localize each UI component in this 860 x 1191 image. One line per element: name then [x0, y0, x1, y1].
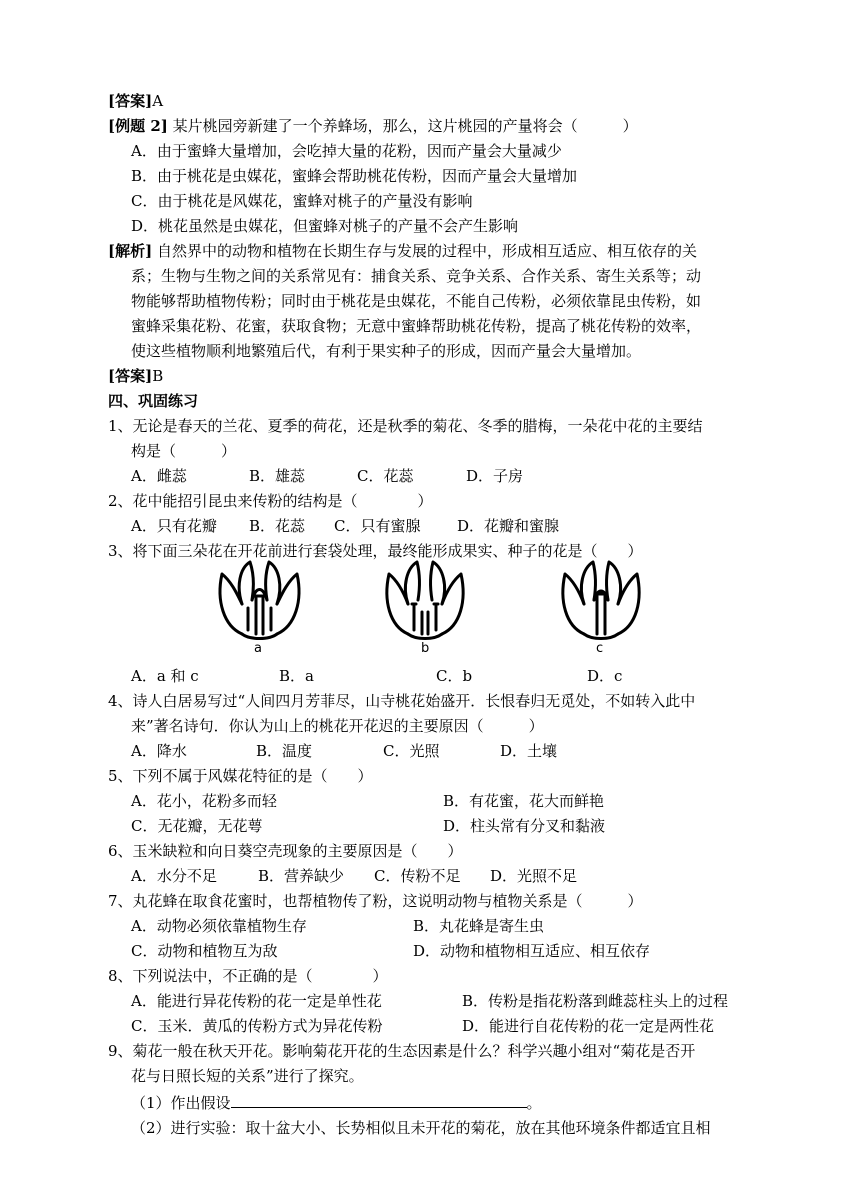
question-6-option-c: C．传粉不足 — [374, 867, 461, 885]
question-8-stem: 8、下列说法中，不正确的是（ ） — [108, 967, 388, 985]
question-8-option-b: B．传粉是指花粉落到雌蕊柱头上的过程 — [462, 992, 729, 1010]
question-8-option-c: C．玉米．黄瓜的传粉方式为异花传粉 — [131, 1017, 383, 1035]
example-2-stem — [108, 117, 638, 135]
question-3-option-a: A．a 和 c — [131, 667, 199, 685]
question-1-option-c: C．花蕊 — [357, 467, 414, 485]
flower-label-c: c — [596, 641, 604, 656]
flower-c-drawing — [556, 556, 646, 646]
answer-line-1 — [108, 92, 163, 110]
question-5-option-a: A．花小，花粉多而轻 — [131, 792, 277, 810]
hypothesis-period: 。 — [526, 1094, 542, 1112]
example-2-option-a: A．由于蜜蜂大量增加，会吃掉大量的花粉，因而产量会大量减少 — [131, 142, 562, 160]
flower-label-a: a — [254, 641, 262, 656]
analysis-line-1 — [108, 242, 697, 260]
analysis-line-5: 使这些植物顺利地繁殖后代，有利于果实种子的形成，因而产量会大量增加。 — [131, 342, 642, 360]
analysis-line-2: 系；生物与生物之间的关系常见有：捕食关系、竞争关系、合作关系、寄生关系等；动 — [131, 267, 702, 285]
example-2-option-c: C．由于桃花是风媒花，蜜蜂对桃子的产量没有影响 — [131, 192, 473, 210]
question-6-option-b: B．营养缺少 — [258, 867, 345, 885]
question-7-option-b: B．丸花蜂是寄生虫 — [413, 917, 545, 935]
question-9-line-1: 9、菊花一般在秋天开花。影响菊花开花的生态因素是什么？科学兴趣小组对“菊花是否开 — [108, 1042, 696, 1060]
question-3-option-d: D．c — [587, 667, 623, 685]
hypothesis-label: （1）作出假设 — [131, 1094, 231, 1112]
question-7-option-a: A．动物必须依靠植物生存 — [131, 917, 307, 935]
question-4-option-c: C．光照 — [383, 742, 440, 760]
answer-line-2 — [108, 367, 163, 385]
flower-a-drawing — [212, 556, 307, 646]
flower-figure-b — [380, 556, 470, 646]
question-3-stem: 3、将下面三朵花在开花前进行套袋处理，最终能形成果实、种子的花是（ ） — [108, 542, 643, 560]
example-2-option-b: B．由于桃花是虫媒花，蜜蜂会帮助桃花传粉，因而产量会大量增加 — [131, 167, 578, 185]
flower-b-drawing — [380, 556, 470, 646]
question-5-option-b: B．有花蜜，花大而鲜艳 — [443, 792, 605, 810]
question-1-option-b: B．雄蕊 — [249, 467, 306, 485]
question-9-line-2: 花与日照长短的关系”进行了探究。 — [131, 1067, 364, 1085]
analysis-line-4: 蜜蜂采集花粉、花蜜，获取食物；无意中蜜蜂帮助桃花传粉，提高了桃花传粉的效率， — [131, 317, 702, 335]
question-4-line-2: 来”著名诗句．你认为山上的桃花开花迟的主要原因（ ） — [131, 717, 544, 735]
flower-figure-c — [556, 556, 646, 646]
example-2-option-d: D．桃花虽然是虫媒花，但蜜蜂对桃子的产量不会产生影响 — [131, 217, 519, 235]
question-2-option-c: C．只有蜜腺 — [334, 517, 421, 535]
question-4-line-1: 4、诗人白居易写过“人间四月芳菲尽，山寺桃花始盛开．长恨春归无觅处，不如转入此中 — [108, 692, 696, 710]
question-2-option-d: D．花瓣和蜜腺 — [457, 517, 560, 535]
analysis-tag: [解析] — [108, 242, 153, 260]
question-6-stem: 6、玉米缺粒和向日葵空壳现象的主要原因是（ ） — [108, 842, 463, 860]
example-tag: [例题 2] — [108, 117, 168, 135]
question-4-option-d: D．土壤 — [500, 742, 558, 760]
flower-label-b: b — [421, 641, 430, 656]
question-2-stem: 2、花中能招引昆虫来传粉的结构是（ ） — [108, 492, 433, 510]
analysis-text: 自然界中的动物和植物在长期生存与发展的过程中，形成相互适应、相互依存的关 — [156, 242, 697, 260]
question-8-option-a: A．能进行异花传粉的花一定是单性花 — [131, 992, 382, 1010]
answer-tag: [答案] — [108, 367, 153, 385]
question-2-option-a: A．只有花瓣 — [131, 517, 217, 535]
answer-tag: [答案] — [108, 92, 153, 110]
question-9-hypothesis-line — [131, 1093, 542, 1112]
question-1-line-1: 1、无论是春天的兰花、夏季的荷花，还是秋季的菊花、冬季的腊梅，一朵花中花的主要结 — [108, 417, 703, 435]
question-5-option-c: C．无花瓣，无花萼 — [131, 817, 263, 835]
hypothesis-blank[interactable] — [231, 1093, 527, 1108]
question-5-stem: 5、下列不属于风媒花特征的是（ ） — [108, 767, 373, 785]
question-6-option-a: A．水分不足 — [131, 867, 217, 885]
example-question: 某片桃园旁新建了一个养蜂场，那么，这片桃园的产量将会（ ） — [172, 117, 638, 135]
analysis-line-3: 物能够帮助植物传粉；同时由于桃花是虫媒花，不能自己传粉，必须依靠昆虫传粉，如 — [131, 292, 702, 310]
question-1-option-a: A．雌蕊 — [131, 467, 187, 485]
question-1-line-2: 构是（ ） — [131, 442, 237, 460]
section-heading: 四、巩固练习 — [108, 392, 199, 410]
question-8-option-d: D．能进行自花传粉的花一定是两性花 — [462, 1017, 715, 1035]
question-4-option-b: B．温度 — [256, 742, 313, 760]
question-7-stem: 7、丸花蜂在取食花蜜时，也帮植物传了粉，这说明动物与植物关系是（ ） — [108, 892, 643, 910]
question-3-option-b: B．a — [279, 667, 314, 685]
flower-figure-a — [212, 556, 307, 646]
question-6-option-d: D．光照不足 — [490, 867, 578, 885]
answer-value: A — [152, 92, 164, 110]
question-7-option-c: C．动物和植物互为敌 — [131, 942, 278, 960]
question-7-option-d: D．动物和植物相互适应、相互依存 — [413, 942, 651, 960]
question-2-option-b: B．花蕊 — [249, 517, 306, 535]
question-3-option-c: C．b — [436, 667, 473, 685]
question-4-option-a: A．降水 — [131, 742, 187, 760]
answer-value: B — [152, 367, 164, 385]
question-1-option-d: D．子房 — [466, 467, 524, 485]
question-9-experiment-line: （2）进行实验：取十盆大小、长势相似且未开花的菊花，放在其他环境条件都适宜且相 — [131, 1119, 711, 1137]
question-5-option-d: D．柱头常有分叉和黏液 — [443, 817, 606, 835]
